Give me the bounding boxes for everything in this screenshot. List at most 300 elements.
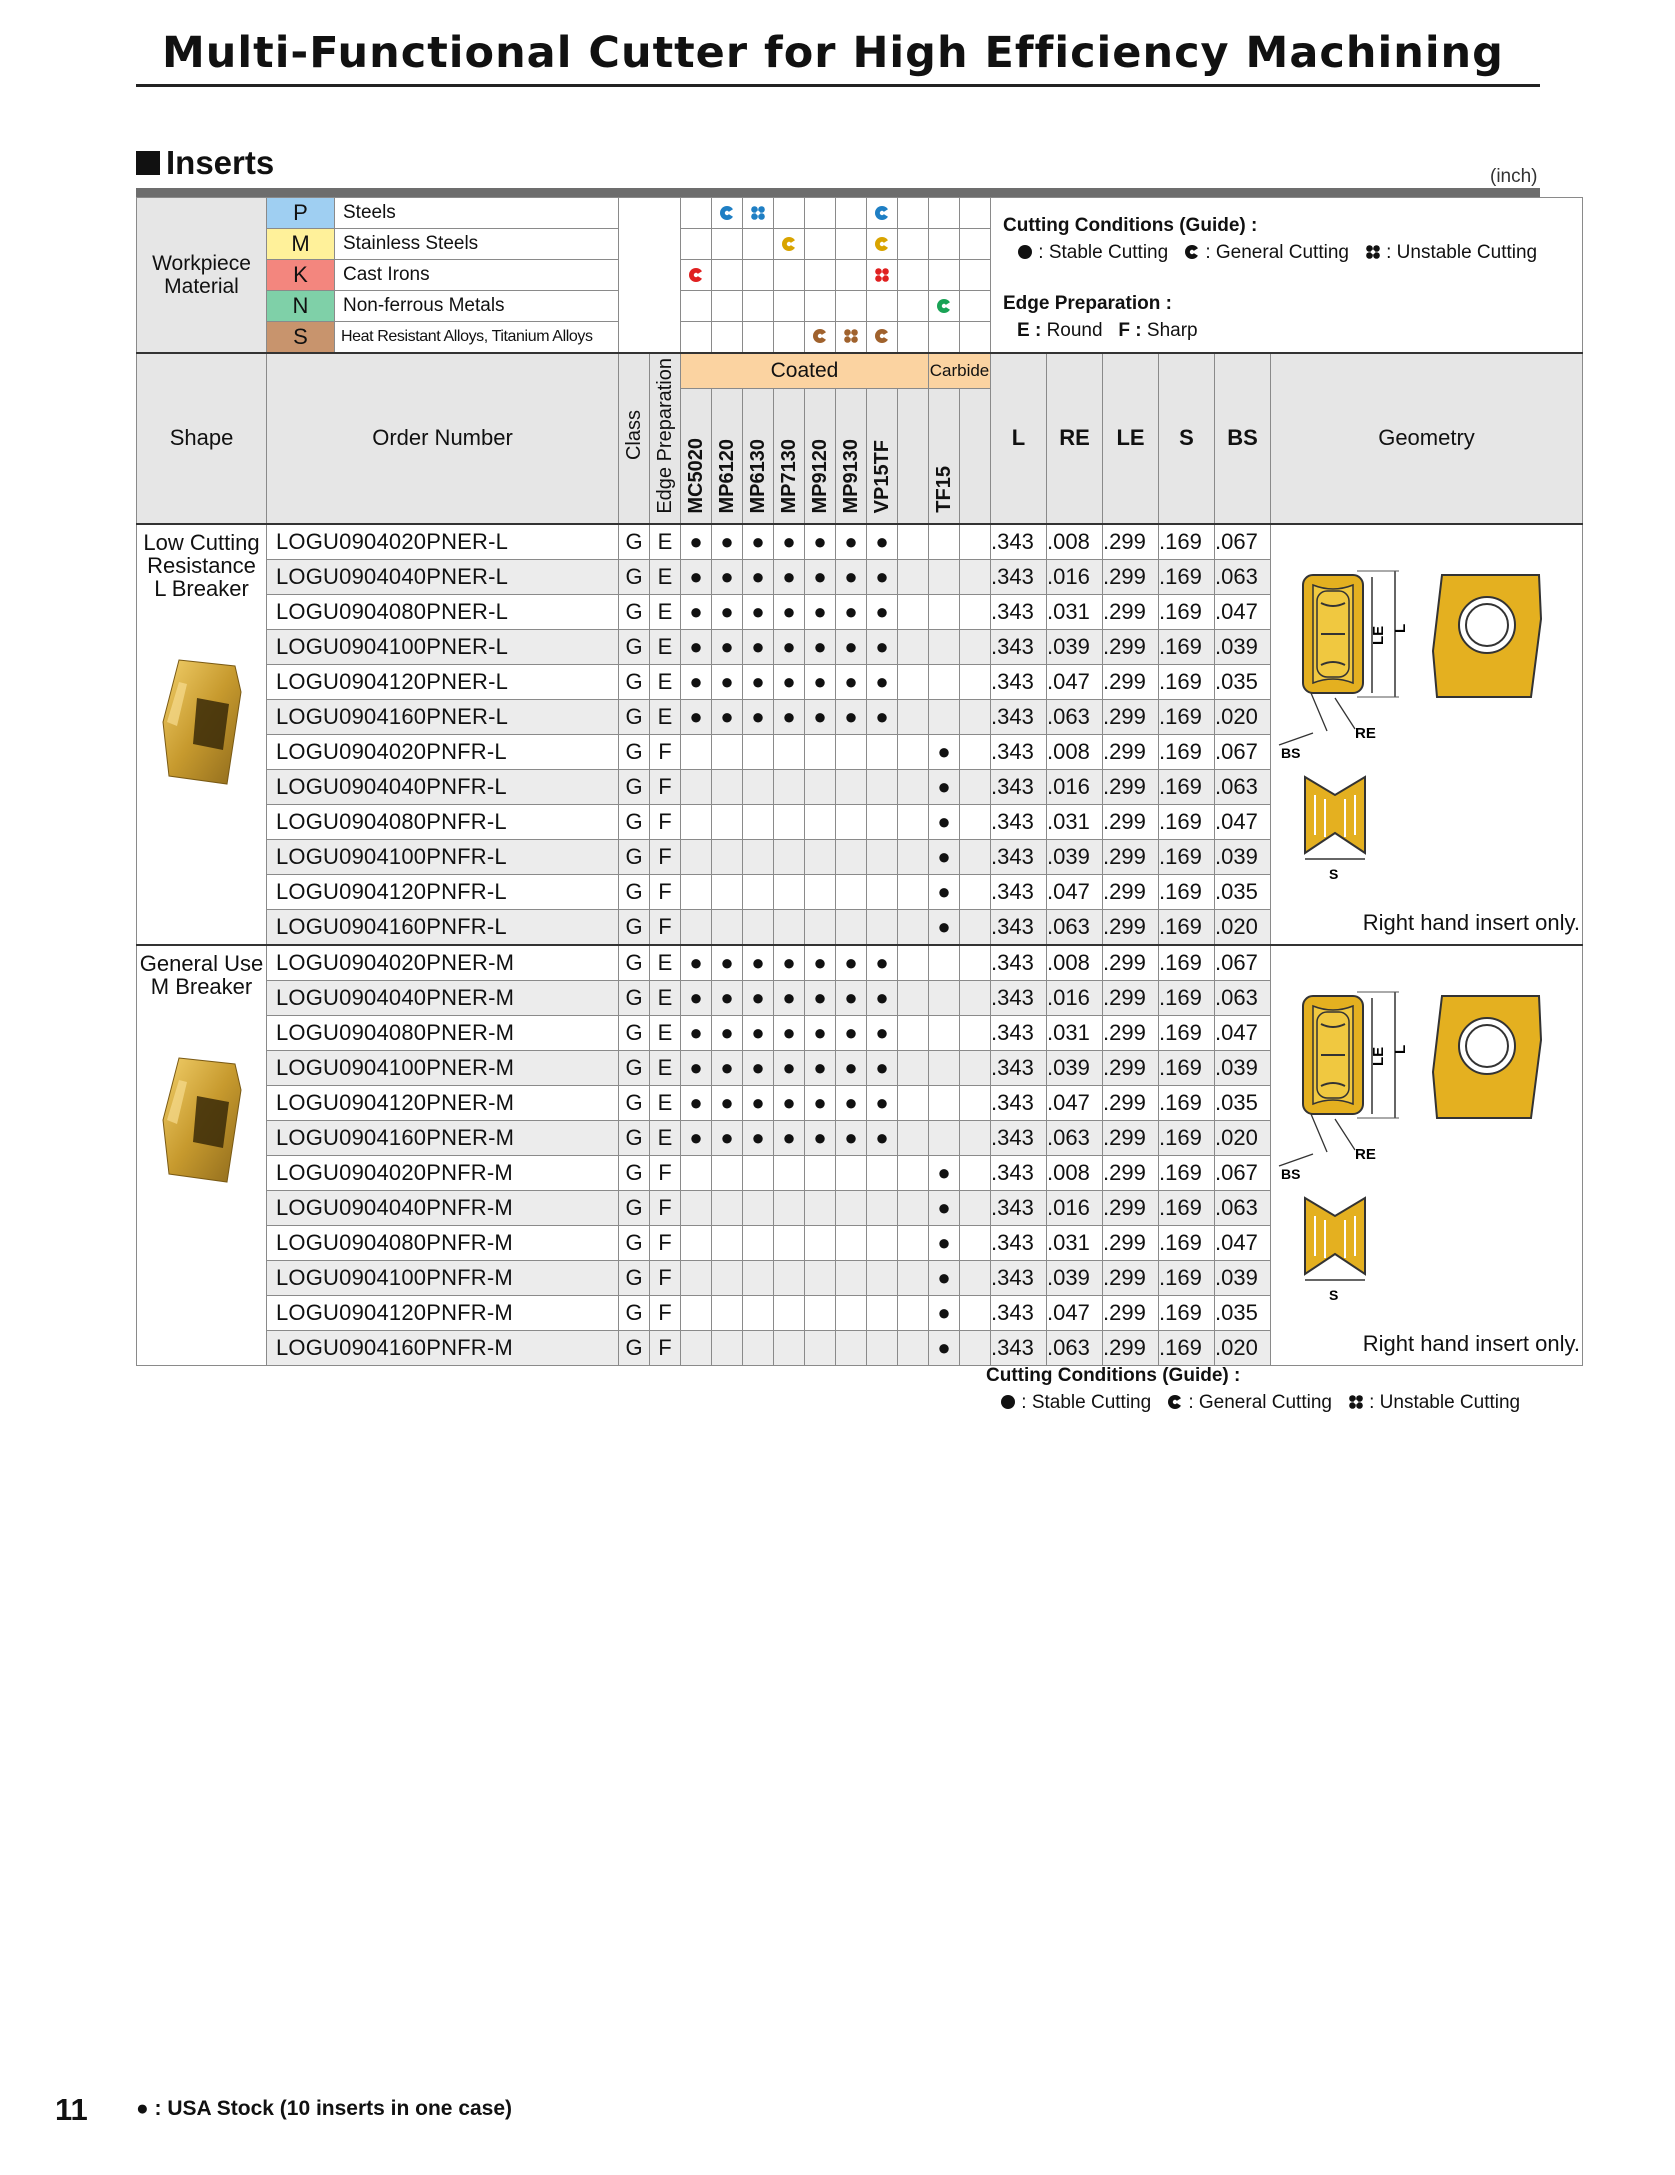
col-header-re: RE	[1047, 353, 1103, 525]
dim-le: .299	[1103, 770, 1159, 805]
stock-dot-icon: ●	[875, 1090, 889, 1116]
stock-cell	[805, 560, 836, 595]
dim-l: .343	[991, 945, 1047, 981]
stock-cell	[805, 1121, 836, 1156]
stock-cell	[929, 1296, 960, 1331]
dim-le: .299	[1103, 1296, 1159, 1331]
order-number: LOGU0904080PNFR-M	[267, 1226, 619, 1261]
dim-l: .343	[991, 524, 1047, 560]
dim-re: .016	[1047, 981, 1103, 1016]
order-number: LOGU0904100PNER-L	[267, 630, 619, 665]
stock-dot-icon: ●	[844, 1090, 858, 1116]
dim-s: .169	[1159, 1156, 1215, 1191]
stock-dot-icon: ●	[751, 1125, 765, 1151]
stock-cell	[898, 735, 929, 770]
stable-icon	[1017, 242, 1033, 263]
stock-cell	[836, 524, 867, 560]
dim-re: .008	[1047, 1156, 1103, 1191]
legend-stable: : Stable Cutting	[1038, 242, 1169, 263]
stock-cell	[805, 700, 836, 735]
class-cell: G	[619, 1016, 650, 1051]
mark-mc5020-k	[681, 260, 712, 291]
stock-dot-icon: ●	[689, 985, 703, 1011]
class-cell: G	[619, 805, 650, 840]
class-cell: G	[619, 1191, 650, 1226]
stock-cell	[681, 1121, 712, 1156]
stock-cell	[898, 945, 929, 981]
stock-cell	[836, 665, 867, 700]
stock-dot-icon: ●	[813, 669, 827, 695]
stock-cell	[960, 595, 991, 630]
general-cutting-icon	[812, 327, 828, 346]
dim-le: .299	[1103, 1331, 1159, 1366]
dim-l: .343	[991, 770, 1047, 805]
mark-tf15-p	[929, 198, 960, 229]
legend-conditions-title: Cutting Conditions (Guide) :	[1003, 215, 1258, 236]
order-number: LOGU0904020PNER-M	[267, 945, 619, 981]
stock-dot-icon: ●	[782, 529, 796, 555]
stock-cell	[867, 1016, 898, 1051]
stock-cell	[681, 1296, 712, 1331]
stock-cell	[867, 981, 898, 1016]
dim-le: .299	[1103, 875, 1159, 910]
dim-s: .169	[1159, 1226, 1215, 1261]
general-cutting-icon	[781, 235, 797, 254]
class-cell: G	[619, 1261, 650, 1296]
edge-prep-cell: E	[650, 1051, 681, 1086]
class-cell: G	[619, 735, 650, 770]
stock-cell	[929, 665, 960, 700]
edge-prep-cell: F	[650, 770, 681, 805]
stock-cell	[743, 770, 774, 805]
stock-cell	[929, 770, 960, 805]
stock-cell	[805, 735, 836, 770]
stock-cell	[898, 1331, 929, 1366]
front-view-insert	[1433, 575, 1541, 697]
dim-s: .169	[1159, 735, 1215, 770]
stock-dot-icon: ●	[782, 950, 796, 976]
general-cutting-icon	[874, 327, 890, 346]
stock-cell	[712, 1051, 743, 1086]
stock-dot-icon: ●	[689, 1055, 703, 1081]
order-number: LOGU0904020PNER-L	[267, 524, 619, 560]
profile-view-insert	[1305, 1198, 1365, 1303]
stable-icon	[1000, 1392, 1016, 1413]
stock-cell	[960, 875, 991, 910]
stock-dot-icon: ●	[689, 1125, 703, 1151]
stock-cell	[960, 1121, 991, 1156]
header-bar	[136, 188, 1540, 197]
stock-cell	[681, 1226, 712, 1261]
stock-cell	[960, 910, 991, 946]
stock-cell	[774, 770, 805, 805]
stock-dot-icon: ●	[782, 1055, 796, 1081]
col-header-grade-blank7	[898, 388, 929, 524]
stock-dot-icon: ●	[751, 1090, 765, 1116]
dim-l: .343	[991, 1121, 1047, 1156]
edge-prep-cell: F	[650, 805, 681, 840]
dim-le: .299	[1103, 595, 1159, 630]
general-cutting-icon	[874, 204, 890, 223]
stock-cell	[681, 1051, 712, 1086]
stock-cell	[898, 524, 929, 560]
stock-dot-icon: ●	[813, 599, 827, 625]
stock-cell	[743, 1331, 774, 1366]
geometry-diagram	[1277, 533, 1577, 883]
stock-cell	[867, 1191, 898, 1226]
dim-le: .299	[1103, 981, 1159, 1016]
col-header-grade-mp7130: MP7130	[774, 388, 805, 524]
class-cell: G	[619, 981, 650, 1016]
general-icon	[1184, 242, 1200, 263]
order-number: LOGU0904120PNER-L	[267, 665, 619, 700]
class-cell: G	[619, 595, 650, 630]
class-cell: G	[619, 840, 650, 875]
stock-cell	[712, 910, 743, 946]
dim-s: .169	[1159, 805, 1215, 840]
order-number: LOGU0904160PNER-L	[267, 700, 619, 735]
stock-cell	[712, 630, 743, 665]
inserts-table	[136, 197, 1583, 1366]
stock-cell	[898, 560, 929, 595]
stock-dot-icon: ●	[782, 669, 796, 695]
dim-l: .343	[991, 910, 1047, 946]
stock-dot-icon: ●	[751, 985, 765, 1011]
edge-prep-cell: E	[650, 700, 681, 735]
stock-dot-icon: ●	[782, 1125, 796, 1151]
dim-l: .343	[991, 840, 1047, 875]
class-cell: G	[619, 875, 650, 910]
bottom-legend-title: Cutting Conditions (Guide) :	[986, 1365, 1241, 1386]
stock-cell	[836, 1051, 867, 1086]
stock-cell	[805, 665, 836, 700]
class-ep-spacer	[619, 198, 681, 353]
dim-s: .169	[1159, 945, 1215, 981]
stock-cell	[774, 875, 805, 910]
order-number: LOGU0904120PNFR-M	[267, 1296, 619, 1331]
stock-cell	[681, 910, 712, 946]
stock-dot-icon: ●	[875, 599, 889, 625]
stock-cell	[898, 981, 929, 1016]
stock-cell	[836, 1261, 867, 1296]
shape-cell	[137, 524, 267, 945]
col-header-class: Class	[619, 353, 650, 525]
material-name-k: Cast Irons	[335, 260, 619, 291]
stock-cell	[836, 910, 867, 946]
stock-cell	[929, 1156, 960, 1191]
dim-re: .047	[1047, 1296, 1103, 1331]
material-name-s: Heat Resistant Alloys, Titanium Alloys	[335, 322, 619, 353]
dim-re: .031	[1047, 1016, 1103, 1051]
stock-cell	[681, 945, 712, 981]
stock-cell	[774, 910, 805, 946]
dim-bs: .020	[1215, 700, 1271, 735]
dim-l: .343	[991, 805, 1047, 840]
edge-prep-cell: E	[650, 524, 681, 560]
stock-dot-icon: ●	[813, 634, 827, 660]
stock-cell	[929, 840, 960, 875]
geometry-cell	[1271, 524, 1583, 945]
stock-dot-icon: ●	[937, 1265, 951, 1291]
material-name-n: Non-ferrous Metals	[335, 291, 619, 322]
stock-dot-icon: ●	[937, 1230, 951, 1256]
stock-cell	[774, 1261, 805, 1296]
stock-cell	[681, 770, 712, 805]
material-name-m: Stainless Steels	[335, 229, 619, 260]
dim-s: .169	[1159, 1331, 1215, 1366]
order-number: LOGU0904040PNER-M	[267, 981, 619, 1016]
stock-cell	[774, 805, 805, 840]
stock-dot-icon: ●	[844, 950, 858, 976]
dim-l: .343	[991, 595, 1047, 630]
stock-cell	[774, 595, 805, 630]
unstable-cutting-icon	[874, 266, 890, 285]
label-l: L	[1392, 1045, 1409, 1055]
mark-mp7130-m	[774, 229, 805, 260]
bottom-legend	[984, 1362, 1520, 1416]
stock-dot-icon: ●	[813, 1090, 827, 1116]
general-cutting-icon	[719, 204, 735, 223]
stock-dot-icon: ●	[720, 1020, 734, 1046]
stock-cell	[681, 700, 712, 735]
mark-mp9130-s	[836, 322, 867, 353]
edge-prep-cell: F	[650, 1296, 681, 1331]
col-header-shape: Shape	[137, 353, 267, 525]
order-number: LOGU0904100PNER-M	[267, 1051, 619, 1086]
square-bullet-icon	[136, 151, 160, 175]
col-header-grade-mp9120: MP9120	[805, 388, 836, 524]
dim-s: .169	[1159, 1086, 1215, 1121]
stock-cell	[898, 805, 929, 840]
stock-cell	[836, 735, 867, 770]
dim-l: .343	[991, 1226, 1047, 1261]
dim-bs: .063	[1215, 560, 1271, 595]
dim-s: .169	[1159, 1191, 1215, 1226]
stock-cell	[960, 524, 991, 560]
stock-dot-icon: ●	[689, 634, 703, 660]
stock-cell	[805, 1296, 836, 1331]
stock-cell	[867, 595, 898, 630]
stock-dot-icon: ●	[720, 634, 734, 660]
stock-cell	[774, 840, 805, 875]
stock-cell	[681, 630, 712, 665]
stock-cell	[836, 945, 867, 981]
stock-cell	[743, 1051, 774, 1086]
stock-cell	[805, 981, 836, 1016]
stock-cell	[929, 875, 960, 910]
dim-re: .031	[1047, 805, 1103, 840]
dim-bs: .063	[1215, 770, 1271, 805]
class-cell: G	[619, 770, 650, 805]
general-icon	[1167, 1392, 1183, 1413]
stock-dot-icon: ●	[937, 1195, 951, 1221]
stock-cell	[743, 910, 774, 946]
stock-cell	[960, 805, 991, 840]
dim-re: .039	[1047, 630, 1103, 665]
stock-cell	[743, 1226, 774, 1261]
order-number: LOGU0904020PNFR-M	[267, 1156, 619, 1191]
stock-dot-icon: ●	[689, 1020, 703, 1046]
stock-cell	[743, 665, 774, 700]
stock-dot-icon: ●	[875, 704, 889, 730]
dim-re: .039	[1047, 1261, 1103, 1296]
stock-dot-icon: ●	[751, 599, 765, 625]
order-number: LOGU0904020PNFR-L	[267, 735, 619, 770]
label-bs: BS	[1281, 745, 1301, 762]
dim-le: .299	[1103, 1121, 1159, 1156]
dim-bs: .035	[1215, 665, 1271, 700]
stock-cell	[898, 1156, 929, 1191]
stock-dot-icon: ●	[875, 985, 889, 1011]
col-header-grade-blank9	[960, 388, 991, 524]
dim-re: .039	[1047, 1051, 1103, 1086]
class-cell: G	[619, 945, 650, 981]
dim-s: .169	[1159, 595, 1215, 630]
stock-cell	[712, 1086, 743, 1121]
dim-s: .169	[1159, 1261, 1215, 1296]
stock-cell	[929, 1226, 960, 1261]
dim-le: .299	[1103, 1086, 1159, 1121]
stock-cell	[743, 1016, 774, 1051]
legend-edge-f: Sharp	[1146, 320, 1198, 341]
dim-bs: .047	[1215, 805, 1271, 840]
dim-le: .299	[1103, 735, 1159, 770]
stock-cell	[774, 524, 805, 560]
col-header-grade-mc5020: MC5020	[681, 388, 712, 524]
dim-bs: .067	[1215, 524, 1271, 560]
stock-cell	[929, 735, 960, 770]
stock-cell	[836, 1016, 867, 1051]
stock-cell	[712, 840, 743, 875]
stock-cell	[960, 1261, 991, 1296]
stock-cell	[805, 1191, 836, 1226]
stock-cell	[898, 1051, 929, 1086]
stock-cell	[743, 945, 774, 981]
stock-cell	[960, 945, 991, 981]
edge-prep-cell: F	[650, 1156, 681, 1191]
stock-dot-icon: ●	[844, 1020, 858, 1046]
stock-cell	[743, 981, 774, 1016]
stock-cell	[898, 1261, 929, 1296]
stock-dot-icon: ●	[782, 985, 796, 1011]
stock-cell	[743, 630, 774, 665]
dim-le: .299	[1103, 840, 1159, 875]
dim-s: .169	[1159, 1121, 1215, 1156]
stock-cell	[898, 1296, 929, 1331]
dim-re: .016	[1047, 770, 1103, 805]
order-number: LOGU0904160PNER-M	[267, 1121, 619, 1156]
class-cell: G	[619, 1296, 650, 1331]
stock-cell	[929, 560, 960, 595]
col-header-coated: Coated	[681, 353, 929, 389]
dim-le: .299	[1103, 1156, 1159, 1191]
stock-cell	[743, 1086, 774, 1121]
legend-edge-f-code: F :	[1118, 320, 1142, 341]
class-cell: G	[619, 700, 650, 735]
dim-le: .299	[1103, 805, 1159, 840]
order-number: LOGU0904080PNFR-L	[267, 805, 619, 840]
dim-re: .016	[1047, 1191, 1103, 1226]
class-cell: G	[619, 910, 650, 946]
stock-cell	[898, 700, 929, 735]
order-number: LOGU0904160PNFR-L	[267, 910, 619, 946]
col-header-edge-prep: Edge Preparation	[650, 353, 681, 525]
workpiece-material-label: Workpiece Material	[137, 198, 267, 353]
stock-cell	[805, 1016, 836, 1051]
stock-cell	[681, 1086, 712, 1121]
edge-prep-cell: F	[650, 1191, 681, 1226]
geometry-diagram	[1277, 954, 1577, 1304]
stock-footnote	[136, 2097, 512, 2121]
bottom-legend-unstable: : Unstable Cutting	[1369, 1392, 1521, 1413]
stock-cell	[867, 560, 898, 595]
mark-mp9130-p	[836, 198, 867, 229]
stock-dot-icon: ●	[720, 1055, 734, 1081]
stock-dot-icon: ●	[720, 669, 734, 695]
mark-blank1-p	[898, 198, 929, 229]
stock-cell	[712, 1016, 743, 1051]
stock-dot-icon: ●	[844, 634, 858, 660]
stock-cell	[898, 840, 929, 875]
stock-cell	[867, 1051, 898, 1086]
order-number: LOGU0904040PNFR-L	[267, 770, 619, 805]
section-heading	[136, 144, 274, 182]
dim-bs: .063	[1215, 1191, 1271, 1226]
dim-le: .299	[1103, 910, 1159, 946]
stock-dot-icon: ●	[813, 529, 827, 555]
order-number: LOGU0904080PNER-L	[267, 595, 619, 630]
dim-bs: .039	[1215, 840, 1271, 875]
legend-edge-title: Edge Preparation :	[1003, 293, 1172, 314]
stock-cell	[867, 805, 898, 840]
dim-re: .063	[1047, 1331, 1103, 1366]
dim-le: .299	[1103, 630, 1159, 665]
order-number: LOGU0904040PNER-L	[267, 560, 619, 595]
stock-dot-icon: ●	[844, 564, 858, 590]
stock-dot-icon: ●	[720, 529, 734, 555]
stock-cell	[929, 595, 960, 630]
dim-bs: .035	[1215, 1086, 1271, 1121]
legend-general: : General Cutting	[1205, 242, 1349, 263]
stock-cell	[836, 1226, 867, 1261]
stock-cell	[929, 1191, 960, 1226]
label-le: LE	[1370, 1047, 1387, 1067]
label-re: RE	[1355, 725, 1376, 743]
stock-dot-icon: ●	[937, 1300, 951, 1326]
stock-cell	[774, 560, 805, 595]
col-header-geometry: Geometry	[1271, 353, 1583, 525]
stock-cell	[836, 595, 867, 630]
stock-cell	[960, 665, 991, 700]
shape-label: L Breaker	[154, 576, 249, 602]
stock-dot-icon: ●	[813, 1020, 827, 1046]
stock-cell	[743, 805, 774, 840]
stock-cell	[805, 630, 836, 665]
dim-l: .343	[991, 1086, 1047, 1121]
dim-re: .047	[1047, 875, 1103, 910]
stock-dot-icon: ●	[782, 1020, 796, 1046]
stock-dot-icon: ●	[875, 1020, 889, 1046]
edge-prep-cell: E	[650, 665, 681, 700]
stock-cell	[929, 1331, 960, 1366]
stock-cell	[681, 981, 712, 1016]
stock-cell	[898, 630, 929, 665]
stock-dot-icon: ●	[937, 1160, 951, 1186]
stock-cell	[712, 770, 743, 805]
stock-cell	[681, 1331, 712, 1366]
stock-cell	[712, 981, 743, 1016]
mark-vp15tf-p	[867, 198, 898, 229]
